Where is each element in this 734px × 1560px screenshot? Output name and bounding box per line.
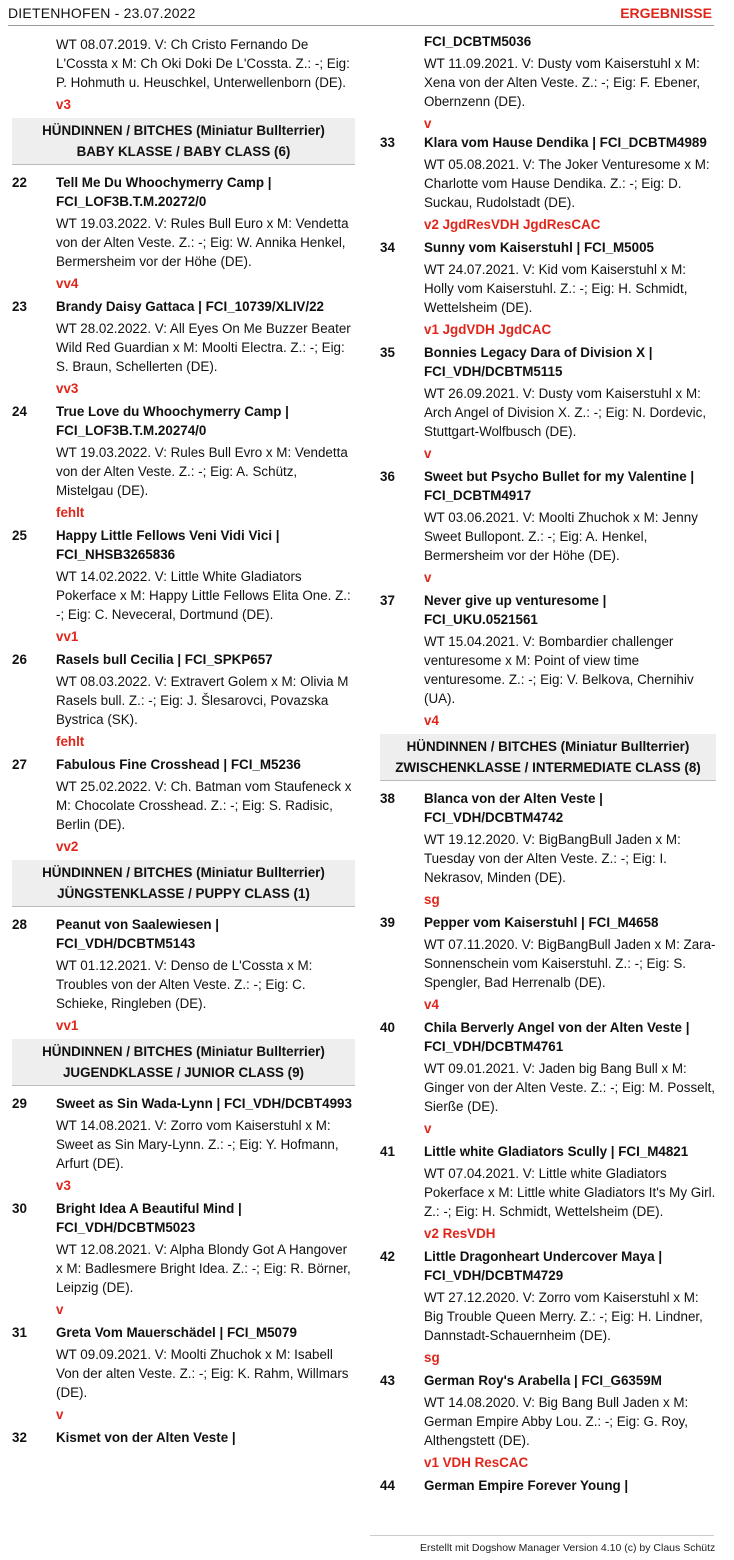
entry-number: 25	[12, 528, 27, 543]
dog-name-registration: Peanut von Saalewiesen | FCI_VDH/DCBTM5143	[56, 917, 220, 951]
class-heading-breed: HÜNDINNEN / BITCHES (Miniatur Bullterrier)	[42, 123, 325, 138]
entry-number: 40	[380, 1020, 395, 1035]
list-item	[12, 1428, 355, 1447]
dog-name-registration: Bonnies Legacy Dara of Division X | FCI_VDH/DCBTM5115	[424, 345, 653, 379]
dog-name-registration: Little white Gladiators Scully | FCI_M4821	[424, 1144, 689, 1159]
list-item	[12, 650, 355, 751]
entry-number: 28	[12, 917, 27, 932]
continued-entry	[12, 35, 355, 114]
entry-details: WT 07.11.2020. V: BigBangBull Jaden x M: Zara-Sonnenschein vom Kaiserstuhl. Z.: -; Eig: S. Spengler, Bad Herrenalb (DE).	[424, 937, 716, 990]
entry-number: 23	[12, 299, 27, 314]
list-item	[380, 1142, 716, 1243]
result-grade: v	[56, 1407, 64, 1422]
entry-details: WT 24.07.2021. V: Kid vom Kaiserstuhl x M: Holly vom Kaiserstuhl. Z.: -; Eig: H. Schmidt, Wettelsheim (DE).	[424, 262, 688, 315]
dog-name-registration: Brandy Daisy Gattaca | FCI_10739/XLIV/22	[56, 299, 324, 314]
result-grade: v	[424, 446, 432, 461]
entry-details: WT 09.01.2021. V: Jaden big Bang Bull x M: Ginger von der Alten Veste. Z.: -; Eig: M. Posselt, Sierße (DE).	[424, 1061, 716, 1114]
list-item	[380, 789, 716, 909]
dog-name-registration: German Roy's Arabella | FCI_G6359M	[424, 1373, 662, 1388]
class-heading-class: ZWISCHENKLASSE / INTERMEDIATE CLASS (8)	[395, 760, 701, 775]
entry-number: 24	[12, 404, 27, 419]
class-heading-class: BABY KLASSE / BABY CLASS (6)	[76, 144, 291, 159]
header-divider	[8, 25, 714, 26]
entry-details: WT 01.12.2021. V: Denso de L'Cossta x M: Troubles von der Alten Veste. Z.: -; Eig: C. Schieke, Ringleben (DE).	[56, 958, 313, 1011]
entry-number: 29	[12, 1096, 27, 1111]
entry-number: 41	[380, 1144, 395, 1159]
result-grade: v2 JgdResVDH JgdResCAC	[424, 217, 601, 232]
result-grade: v4	[424, 713, 439, 728]
result-grade: sg	[424, 1350, 440, 1365]
entry-number: 30	[12, 1201, 27, 1216]
entry-number: 22	[12, 175, 27, 190]
dog-name-registration: True Love du Whoochymerry Camp | FCI_LOF3B.T.M.20274/0	[56, 404, 289, 438]
entry-details: WT 14.02.2022. V: Little White Gladiators Pokerface x M: Happy Little Fellows Elita One. Z.: -; Eig: C. Neveceral, Dortmund (DE).	[56, 569, 351, 622]
entry-number: 32	[12, 1430, 27, 1445]
entry-number: 31	[12, 1325, 27, 1340]
dog-name-registration: Pepper vom Kaiserstuhl | FCI_M4658	[424, 915, 659, 930]
list-item	[12, 297, 355, 398]
entry-number: 26	[12, 652, 27, 667]
entry-details: WT 07.04.2021. V: Little white Gladiators Pokerface x M: Little white Gladiators It's My Girl. Z.: -; Eig: H. Schmidt, Wettelsheim (DE).	[424, 1166, 716, 1219]
entry-number: 38	[380, 791, 395, 806]
entry-details: WT 14.08.2021. V: Zorro vom Kaiserstuhl x M: Sweet as Sin Mary-Lynn. Z.: -; Eig: Y. Hofmann, Arfurt (DE).	[56, 1118, 339, 1171]
dog-name-registration: Sweet as Sin Wada-Lynn | FCI_VDH/DCBT4993	[56, 1096, 352, 1111]
list-item	[12, 915, 355, 1035]
result-grade: v4	[424, 997, 439, 1012]
list-item	[12, 402, 355, 522]
dog-name-registration: Tell Me Du Whoochymerry Camp | FCI_LOF3B.T.M.20272/0	[56, 175, 272, 209]
result-grade: v3	[56, 1178, 71, 1193]
result-grade: v1 JgdVDH JgdCAC	[424, 322, 552, 337]
continued-entry	[380, 32, 716, 133]
entry-details: WT 08.07.2019. V: Ch Cristo Fernando De L'Cossta x M: Ch Oki Doki De L'Cossta. Z.: -; Eig: P. Hohmuth u. Heuschkel, Unterwellenborn (DE).	[56, 37, 350, 90]
dog-name-registration: Blanca von der Alten Veste | FCI_VDH/DCBTM4742	[424, 791, 603, 825]
dog-name-registration: FCI_DCBTM5036	[424, 34, 532, 49]
list-item	[12, 755, 355, 856]
result-grade: vv2	[56, 839, 79, 854]
right-column	[380, 32, 716, 1499]
class-heading	[12, 860, 355, 907]
entry-number: 36	[380, 469, 395, 484]
result-grade: sg	[424, 892, 440, 907]
entry-details: WT 28.02.2022. V: All Eyes On Me Buzzer Beater Wild Red Guardian x M: Moolti Electra. Z.: -; Eig: S. Braun, Schellerten (DE).	[56, 321, 351, 374]
result-grade: fehlt	[56, 505, 85, 520]
list-item	[380, 467, 716, 587]
list-item	[380, 1476, 716, 1495]
entry-details: WT 14.08.2020. V: Big Bang Bull Jaden x M: German Empire Abby Lou. Z.: -; Eig: G. Roy, Althengstett (DE).	[424, 1395, 689, 1448]
result-grade: v2 ResVDH	[424, 1226, 496, 1241]
results-label: ERGEBNISSE	[620, 5, 712, 21]
dog-name-registration: Sweet but Psycho Bullet for my Valentine | FCI_DCBTM4917	[424, 469, 695, 503]
class-heading-class: JÜNGSTENKLASSE / PUPPY CLASS (1)	[57, 886, 310, 901]
result-grade: v	[424, 116, 432, 131]
list-item	[380, 913, 716, 1014]
entry-details: WT 08.03.2022. V: Extravert Golem x M: Olivia M Rasels bull. Z.: -; Eig: J. Šlesarovci, Povazska Bystrica (SK).	[56, 674, 349, 727]
list-item	[380, 238, 716, 339]
entry-number: 44	[380, 1478, 395, 1493]
dog-name-registration: Klara vom Hause Dendika | FCI_DCBTM4989	[424, 135, 707, 150]
list-item	[380, 1371, 716, 1472]
result-grade: vv3	[56, 381, 79, 396]
dog-name-registration: Bright Idea A Beautiful Mind | FCI_VDH/DCBTM5023	[56, 1201, 242, 1235]
dog-name-registration: Fabulous Fine Crosshead | FCI_M5236	[56, 757, 301, 772]
result-grade: v1 VDH ResCAC	[424, 1455, 529, 1470]
result-grade: v	[424, 570, 432, 585]
entry-details: WT 19.03.2022. V: Rules Bull Euro x M: Vendetta von der Alten Veste. Z.: -; Eig: W. Annika Henkel, Bermersheim vor der Höhe (DE).	[56, 216, 349, 269]
dog-name-registration: Never give up venturesome | FCI_UKU.0521561	[424, 593, 607, 627]
entry-number: 37	[380, 593, 395, 608]
dog-name-registration: Rasels bull Cecilia | FCI_SPKP657	[56, 652, 273, 667]
entry-details: WT 19.12.2020. V: BigBangBull Jaden x M: Tuesday von der Alten Veste. Z.: -; Eig: I. Nekrasov, Minden (DE).	[424, 832, 681, 885]
class-heading	[12, 118, 355, 165]
entry-details: WT 11.09.2021. V: Dusty vom Kaiserstuhl x M: Xena von der Alten Veste. Z.: -; Eig: F. Ebener, Obernzenn (DE).	[424, 56, 701, 109]
list-item	[380, 1247, 716, 1367]
result-grade: vv4	[56, 276, 79, 291]
entry-number: 35	[380, 345, 395, 360]
entry-details: WT 27.12.2020. V: Zorro vom Kaiserstuhl x M: Big Trouble Queen Merry. Z.: -; Eig: H. Lindner, Dannstadt-Schauernheim (DE).	[424, 1290, 703, 1343]
class-heading-class: JUGENDKLASSE / JUNIOR CLASS (9)	[62, 1065, 305, 1080]
class-heading-breed: HÜNDINNEN / BITCHES (Miniatur Bullterrier)	[42, 1044, 325, 1059]
entry-number: 42	[380, 1249, 395, 1264]
entry-details: WT 09.09.2021. V: Moolti Zhuchok x M: Isabell Von der alten Veste. Z.: -; Eig: K. Rahm, Willmars (DE).	[56, 1347, 349, 1400]
entry-details: WT 26.09.2021. V: Dusty vom Kaiserstuhl x M: Arch Angel of Division X. Z.: -; Eig: N. Dordevic, Stuttgart-Wolfbusch (DE).	[424, 386, 707, 439]
page-header	[0, 0, 734, 26]
class-heading	[380, 734, 716, 781]
result-grade: vv1	[56, 1018, 79, 1033]
dog-name-registration: German Empire Forever Young |	[424, 1478, 629, 1493]
list-item	[380, 591, 716, 730]
result-grade: vv1	[56, 629, 79, 644]
result-grade: v	[424, 1121, 432, 1136]
show-location-date: DIETENHOFEN - 23.07.2022	[8, 5, 196, 21]
list-item	[12, 1094, 355, 1195]
class-heading-breed: HÜNDINNEN / BITCHES (Miniatur Bullterrier)	[42, 865, 325, 880]
footer-credit: Erstellt mit Dogshow Manager Version 4.10 (c) by Claus Schütz	[420, 1542, 716, 1554]
list-item	[12, 526, 355, 646]
entry-details: WT 25.02.2022. V: Ch. Batman vom Staufeneck x M: Chocolate Crosshead. Z.: -; Eig: S. Radisic, Berlin (DE).	[56, 779, 352, 832]
class-heading-breed: HÜNDINNEN / BITCHES (Miniatur Bullterrier)	[406, 739, 690, 754]
list-item	[12, 173, 355, 293]
entry-details: WT 05.08.2021. V: The Joker Venturesome x M: Charlotte vom Hause Dendika. Z.: -; Eig: D. Suckau, Rudolstadt (DE).	[424, 157, 710, 210]
entry-number: 33	[380, 135, 395, 150]
dog-name-registration: Sunny vom Kaiserstuhl | FCI_M5005	[424, 240, 654, 255]
dog-name-registration: Greta Vom Mauerschädel | FCI_M5079	[56, 1325, 297, 1340]
list-item	[12, 1199, 355, 1319]
entry-number: 34	[380, 240, 395, 255]
left-column	[12, 32, 355, 1451]
result-grade: v3	[56, 97, 71, 112]
footer-divider	[370, 1535, 714, 1536]
list-item	[12, 1323, 355, 1424]
entry-details: WT 03.06.2021. V: Moolti Zhuchok x M: Jenny Sweet Bullopont. Z.: -; Eig: A. Henkel, Bermersheim vor der Höhe (DE).	[424, 510, 698, 563]
entry-number: 27	[12, 757, 27, 772]
entry-details: WT 19.03.2022. V: Rules Bull Evro x M: Vendetta von der Alten Veste. Z.: -; Eig: A. Schütz, Mistelgau (DE).	[56, 445, 348, 498]
dog-name-registration: Happy Little Fellows Veni Vidi Vici | FCI_NHSB3265836	[56, 528, 280, 562]
dog-name-registration: Little Dragonheart Undercover Maya | FCI_VDH/DCBTM4729	[424, 1249, 663, 1283]
list-item	[380, 133, 716, 234]
dog-name-registration: Chila Berverly Angel von der Alten Veste | FCI_VDH/DCBTM4761	[424, 1020, 690, 1054]
entry-details: WT 12.08.2021. V: Alpha Blondy Got A Hangover x M: Badlesmere Bright Idea. Z.: -; Eig: R. Börner, Leipzig (DE).	[56, 1242, 351, 1295]
list-item	[380, 1018, 716, 1138]
dog-name-registration: Kismet von der Alten Veste |	[56, 1430, 236, 1445]
entry-details: WT 15.04.2021. V: Bombardier challenger venturesome x M: Point of view time venturesome. Z.: -; Eig: V. Belkova, Chernihiv (UA).	[424, 634, 694, 706]
result-grade: fehlt	[56, 734, 85, 749]
result-grade: v	[56, 1302, 64, 1317]
list-item	[380, 343, 716, 463]
entry-number: 43	[380, 1373, 395, 1388]
entry-number: 39	[380, 915, 395, 930]
class-heading	[12, 1039, 355, 1086]
